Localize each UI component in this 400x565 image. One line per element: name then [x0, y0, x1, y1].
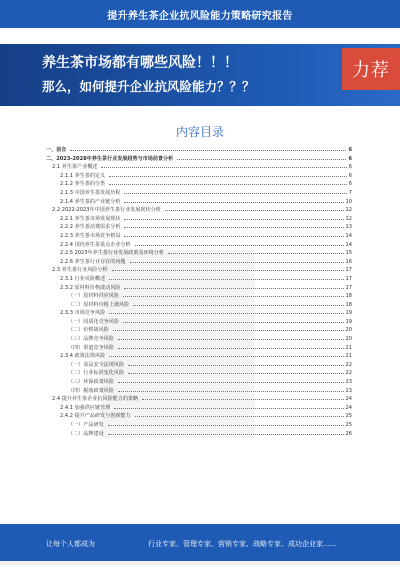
toc-entry-page: 6	[348, 164, 352, 171]
toc-entry[interactable]	[46, 282, 352, 291]
toc-entry-title: 2.2.6 养生茶行业存在的问题	[60, 258, 126, 265]
banner-headline: 养生茶市场都有哪些风险！！！	[42, 55, 238, 71]
toc-dot-leader	[108, 419, 344, 426]
toc-dot-leader	[118, 376, 344, 383]
toc-dot-leader	[177, 153, 346, 160]
footer-roles: 行业专家、管理专家、营销专家、战略专家、成功企业家……	[148, 540, 337, 548]
toc-entry-title: 2.2 2022-2023年中国养生茶行业发展现状分析	[52, 207, 161, 214]
toc-dot-leader	[109, 307, 343, 314]
toc-dot-leader	[133, 299, 343, 306]
toc-entry-page: 14	[345, 232, 352, 239]
toc-entry-page: 19	[345, 318, 352, 325]
toc-entry-page: 17	[345, 275, 352, 282]
toc-entry-page: 26	[345, 430, 352, 437]
toc-entry-title: 2.1.1 养生茶的定义	[60, 172, 106, 179]
toc-entry-title: （一）同质化竞争风险	[68, 318, 119, 325]
toc-heading: 内容目录	[175, 125, 224, 139]
toc-entry[interactable]	[46, 273, 352, 282]
toc-entry-title: 2.2.3 养生茶市场竞争格局	[60, 232, 121, 239]
toc-dot-leader	[168, 247, 344, 254]
toc-entry-page: 7	[348, 189, 352, 196]
toc-entry-title: （一）原材料供应风险	[68, 293, 119, 300]
toc-entry[interactable]	[46, 178, 352, 187]
toc-entry-page: 25	[345, 422, 352, 428]
toc-entry-page: 17	[345, 267, 352, 274]
toc-entry[interactable]	[46, 307, 352, 316]
toc-dot-leader	[109, 273, 343, 280]
toc-entry-page: 6	[348, 172, 352, 179]
toc-entry[interactable]	[46, 359, 352, 368]
toc-dot-leader	[165, 204, 344, 211]
toc-entry-title: 2.3.2 原材料价格波动风险	[60, 284, 121, 291]
toc-entry[interactable]	[46, 170, 352, 179]
toc-entry-page: 18	[345, 301, 352, 308]
toc-entry-title: 2.1.4 养生茶的产业链分析	[60, 198, 121, 205]
toc-dot-leader	[108, 428, 344, 435]
toc-dot-leader	[123, 316, 344, 323]
toc-dot-leader	[113, 324, 344, 331]
toc-dot-leader	[123, 290, 344, 297]
toc-entry-title: 2.4.1 加强供应链管理	[60, 404, 111, 411]
toc-entry[interactable]	[46, 290, 352, 299]
toc-entry-title: 2.2.5 2023年养生茶行业发展政策及环境分析	[60, 250, 164, 257]
toc-entry-page: 17	[345, 284, 352, 291]
toc-entry-page: 24	[345, 404, 352, 411]
toc-entry-page: 6	[348, 181, 352, 188]
toc-entry[interactable]	[46, 402, 352, 411]
toc-entry[interactable]	[46, 239, 352, 248]
toc-dot-leader	[124, 282, 343, 289]
toc-dot-leader	[112, 264, 344, 271]
toc-entry[interactable]	[46, 419, 352, 428]
toc-entry[interactable]	[46, 256, 352, 265]
toc-entry-title: 2.2.4 国内养生茶重点企业分析	[60, 241, 131, 248]
report-title: 提升养生茶企业抗风险能力策略研究报告	[107, 11, 293, 22]
toc-entry-page: 16	[345, 258, 352, 265]
toc-entry-page: 24	[345, 396, 352, 403]
toc-entry[interactable]	[46, 385, 352, 394]
toc-dot-leader	[101, 161, 346, 168]
toc-entry-title: （四）渠道竞争风险	[68, 344, 114, 351]
toc-entry-title: （二）价格战风险	[68, 327, 109, 334]
toc-entry-page: 12	[345, 215, 352, 222]
toc-entry-page: 15	[345, 250, 352, 257]
toc-entry-title: 2.4.2 提升产品研发与创新能力	[60, 413, 131, 420]
toc-entry-title: （一）食品安全法规风险	[68, 361, 125, 368]
toc-entry-page: 23	[345, 379, 352, 386]
toc-entry-title: 一、前言	[46, 147, 67, 153]
toc-dot-leader	[118, 342, 344, 349]
toc-entry-page: 21	[345, 344, 352, 351]
toc-entry-page: 20	[345, 336, 352, 343]
toc-dot-leader	[124, 230, 343, 237]
toc-entry[interactable]	[46, 264, 352, 273]
toc-entry-title: 2.2.1 养生茶市场发展现状	[60, 215, 121, 222]
footer-lead: 让每个人都成为	[46, 540, 95, 548]
toc-entry-page: 18	[345, 293, 352, 300]
toc-entry-page: 14	[345, 241, 352, 248]
toc-entry-title: 2.3.1 行业风险概述	[60, 275, 106, 282]
toc-dot-leader	[124, 221, 343, 228]
toc-entry-title: 2.3 养生茶行业风险分析	[52, 267, 108, 274]
toc-entry-page: 13	[345, 224, 352, 231]
toc-entry[interactable]	[46, 221, 352, 230]
toc-dot-leader	[135, 239, 344, 246]
toc-entry[interactable]	[46, 161, 352, 170]
toc-entry-title: （三）环保政策风险	[68, 379, 114, 386]
toc-dot-leader	[109, 350, 343, 357]
toc-entry-title: （二）行业标准变化风险	[68, 370, 125, 377]
recommend-badge: 力荐	[342, 48, 400, 90]
toc-entry-title: 2.2.2 养生茶消费需求分析	[60, 224, 121, 231]
toc-entry[interactable]	[46, 428, 352, 437]
toc-entry[interactable]	[46, 350, 352, 359]
toc-entry[interactable]	[46, 324, 352, 333]
toc-entry[interactable]	[46, 144, 352, 153]
toc-dot-leader	[130, 256, 344, 263]
toc-entry-page: 6	[348, 155, 352, 162]
toc-dot-leader	[135, 410, 344, 417]
toc-entry-title: 2.3.4 政策法规风险	[60, 353, 106, 360]
toc-dot-leader	[128, 367, 343, 374]
toc-entry-title: 2.1.3 中国养生茶发展历程	[60, 189, 121, 196]
toc-entry-title: （二）品牌建设	[68, 430, 104, 437]
toc-entry-page: 22	[345, 361, 352, 368]
toc-entry-page: 25	[345, 413, 352, 420]
toc-entry-title: 2.1 养生茶产业概述	[52, 164, 98, 171]
toc-entry-page: 6	[348, 147, 352, 153]
toc-entry[interactable]	[46, 393, 352, 402]
toc-dot-leader	[142, 393, 343, 400]
toc-dot-leader	[109, 170, 347, 177]
toc-entry[interactable]	[46, 376, 352, 385]
toc-dot-leader	[124, 196, 343, 203]
toc-dot-leader	[114, 402, 343, 409]
table-of-contents	[46, 144, 352, 436]
toc-entry[interactable]	[46, 204, 352, 213]
toc-entry[interactable]	[46, 367, 352, 376]
toc-entry-page: 21	[345, 353, 352, 360]
toc-entry-title: 2.4 提升养生茶企业抗风险能力的策略	[52, 396, 139, 403]
toc-entry-title: （一）产品研发	[68, 422, 104, 428]
toc-dot-leader	[124, 187, 346, 194]
toc-entry-page: 12	[345, 207, 352, 214]
toc-dot-leader	[118, 385, 344, 392]
toc-entry-title: 二、2023-2028年养生茶行业发展趋势与市场前景分析	[46, 155, 174, 162]
toc-dot-leader	[118, 333, 344, 340]
toc-entry-title: （三）品牌竞争风险	[68, 336, 114, 343]
toc-entry-page: 10	[345, 198, 352, 205]
toc-entry[interactable]	[46, 410, 352, 419]
toc-entry[interactable]	[46, 196, 352, 205]
banner-subheadline: 那么，如何提升企业抗风险能力？？？	[42, 79, 255, 94]
toc-dot-leader	[128, 359, 343, 366]
footer-stripe	[0, 561, 400, 565]
toc-entry-page: 23	[345, 387, 352, 394]
footer-bar	[0, 524, 400, 565]
toc-entry[interactable]	[46, 342, 352, 351]
toc-entry-page: 20	[345, 327, 352, 334]
top-bar	[0, 0, 400, 28]
toc-entry[interactable]	[46, 153, 352, 162]
toc-entry[interactable]	[46, 299, 352, 308]
toc-entry-title: 2.3.3 市场竞争风险	[60, 310, 106, 317]
toc-dot-leader	[70, 144, 346, 151]
toc-dot-leader	[124, 213, 343, 220]
toc-entry[interactable]	[46, 333, 352, 342]
toc-dot-leader	[109, 178, 347, 185]
title-banner	[0, 44, 400, 106]
toc-entry-title: （二）原材料价格上涨风险	[68, 301, 130, 308]
toc-entry[interactable]	[46, 187, 352, 196]
toc-entry-title: 2.1.2 养生茶的分类	[60, 181, 106, 188]
toc-entry[interactable]	[46, 316, 352, 325]
toc-entry[interactable]	[46, 230, 352, 239]
toc-entry-title: （四）税收政策风险	[68, 387, 114, 394]
toc-entry[interactable]	[46, 213, 352, 222]
toc-entry[interactable]	[46, 247, 352, 256]
toc-entry-page: 19	[345, 310, 352, 317]
toc-entry-page: 22	[345, 370, 352, 377]
